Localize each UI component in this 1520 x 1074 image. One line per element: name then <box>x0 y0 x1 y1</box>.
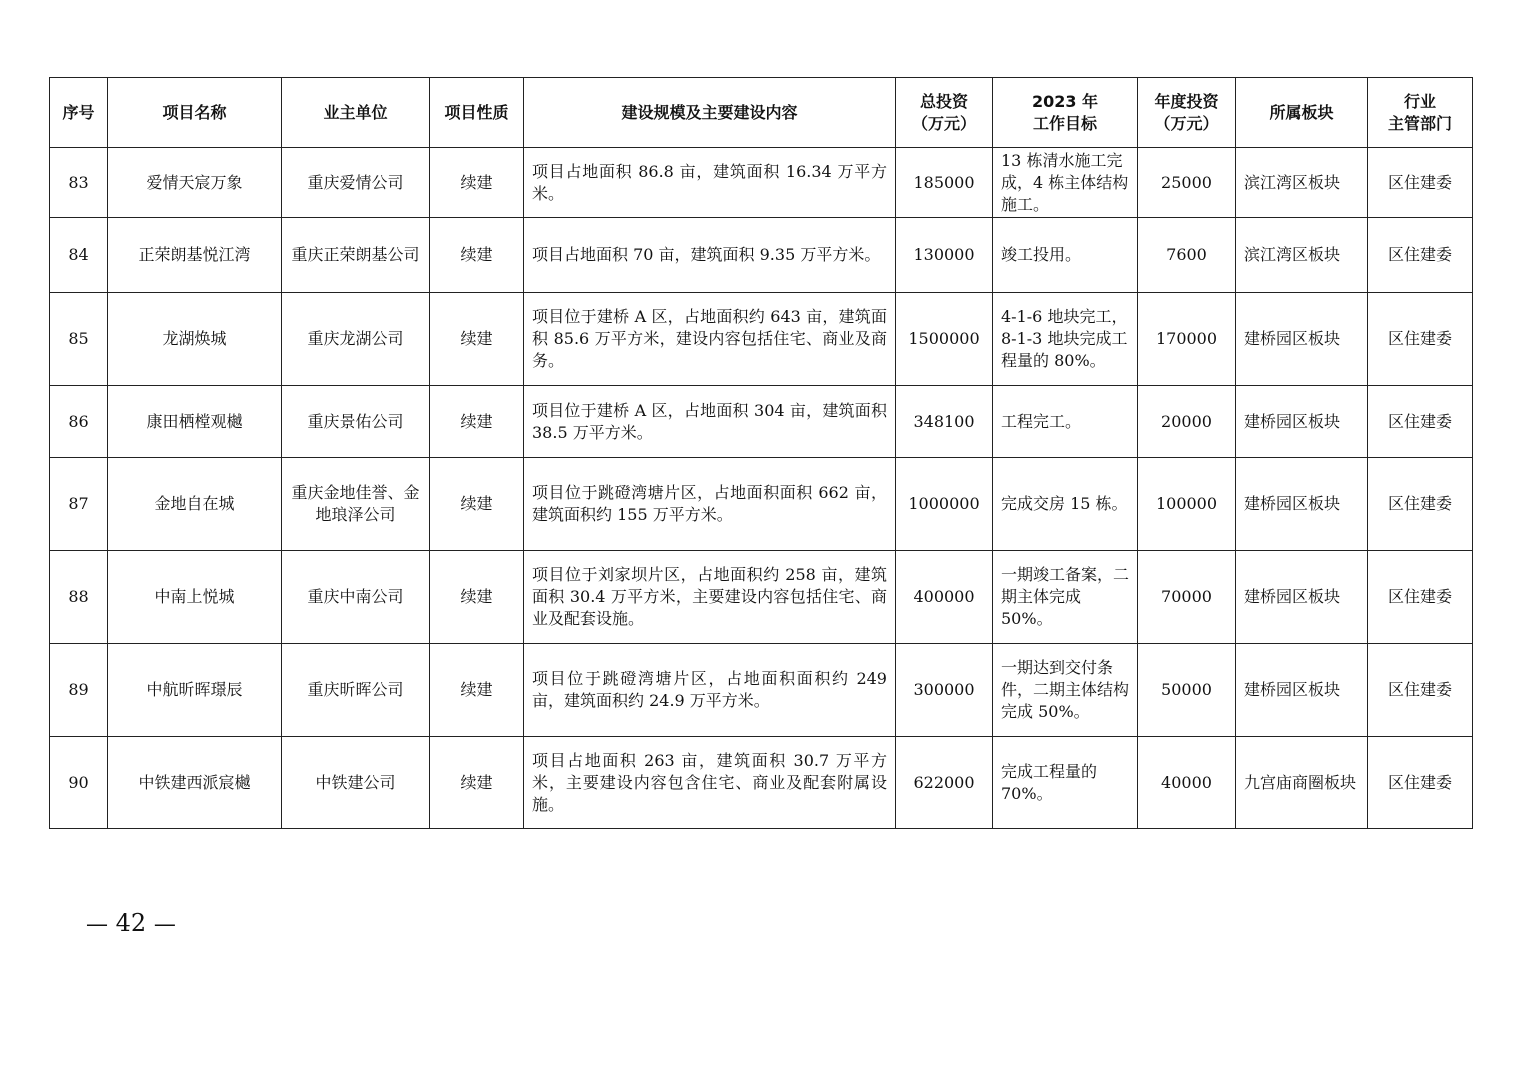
cell-annual: 70000 <box>1138 551 1236 644</box>
table-row <box>50 458 1473 551</box>
cell-annual: 25000 <box>1138 148 1236 218</box>
cell-sector: 九宫庙商圈板块 <box>1236 737 1368 829</box>
cell-dept: 区住建委 <box>1368 458 1473 551</box>
cell-total: 1500000 <box>896 293 993 386</box>
cell-owner: 重庆中南公司 <box>282 551 430 644</box>
cell-nature: 续建 <box>430 293 524 386</box>
cell-owner: 重庆正荣朗基公司 <box>282 218 430 293</box>
cell-name: 爱情天宸万象 <box>108 148 282 218</box>
cell-dept: 区住建委 <box>1368 737 1473 829</box>
table-row <box>50 218 1473 293</box>
cell-annual: 100000 <box>1138 458 1236 551</box>
cell-no: 90 <box>50 737 108 829</box>
cell-nature: 续建 <box>430 148 524 218</box>
cell-dept: 区住建委 <box>1368 293 1473 386</box>
cell-total: 130000 <box>896 218 993 293</box>
cell-name: 中铁建西派宸樾 <box>108 737 282 829</box>
cell-dept: 区住建委 <box>1368 218 1473 293</box>
cell-nature: 续建 <box>430 458 524 551</box>
cell-goal: 13 栋清水施工完成，4 栋主体结构施工。 <box>993 148 1138 218</box>
cell-no: 85 <box>50 293 108 386</box>
header-annual: 年度投资 （万元） <box>1138 78 1236 148</box>
cell-owner: 重庆昕晖公司 <box>282 644 430 737</box>
cell-annual: 170000 <box>1138 293 1236 386</box>
header-dept: 行业 主管部门 <box>1368 78 1473 148</box>
header-total: 总投资 （万元） <box>896 78 993 148</box>
header-name: 项目名称 <box>108 78 282 148</box>
page-number-value: 42 <box>115 909 147 937</box>
cell-annual: 20000 <box>1138 386 1236 458</box>
cell-nature: 续建 <box>430 386 524 458</box>
cell-scale: 项目位于建桥 A 区，占地面积约 643 亩，建筑面积 85.6 万平方米，建设内容包括住宅、商业及商务。 <box>524 293 896 386</box>
cell-goal: 一期达到交付条件，二期主体结构完成 50%。 <box>993 644 1138 737</box>
cell-dept: 区住建委 <box>1368 551 1473 644</box>
cell-name: 龙湖焕城 <box>108 293 282 386</box>
cell-no: 87 <box>50 458 108 551</box>
cell-goal: 工程完工。 <box>993 386 1138 458</box>
cell-scale: 项目位于跳磴湾塘片区，占地面积面积约 249 亩，建筑面积约 24.9 万平方米。 <box>524 644 896 737</box>
table-row <box>50 551 1473 644</box>
table-row <box>50 148 1473 218</box>
cell-owner: 重庆龙湖公司 <box>282 293 430 386</box>
cell-annual: 40000 <box>1138 737 1236 829</box>
cell-sector: 建桥园区板块 <box>1236 458 1368 551</box>
cell-no: 86 <box>50 386 108 458</box>
header-no: 序号 <box>50 78 108 148</box>
cell-goal: 4-1-6 地块完工，8-1-3 地块完成工程量的 80%。 <box>993 293 1138 386</box>
cell-dept: 区住建委 <box>1368 386 1473 458</box>
cell-scale: 项目占地面积 86.8 亩，建筑面积 16.34 万平方米。 <box>524 148 896 218</box>
cell-dept: 区住建委 <box>1368 644 1473 737</box>
cell-owner: 重庆景佑公司 <box>282 386 430 458</box>
table-body <box>50 148 1473 829</box>
header-goal: 2023 年 工作目标 <box>993 78 1138 148</box>
cell-name: 中航昕晖璟辰 <box>108 644 282 737</box>
cell-goal: 完成工程量的 70%。 <box>993 737 1138 829</box>
header-owner: 业主单位 <box>282 78 430 148</box>
cell-total: 348100 <box>896 386 993 458</box>
page-number <box>86 905 176 943</box>
header-scale: 建设规模及主要建设内容 <box>524 78 896 148</box>
cell-goal: 完成交房 15 栋。 <box>993 458 1138 551</box>
cell-no: 83 <box>50 148 108 218</box>
cell-total: 1000000 <box>896 458 993 551</box>
table-row <box>50 644 1473 737</box>
cell-goal: 一期竣工备案，二期主体完成 50%。 <box>993 551 1138 644</box>
cell-owner: 重庆金地佳誉、金地琅泽公司 <box>282 458 430 551</box>
page-number-dash-left: — <box>86 912 108 937</box>
cell-no: 89 <box>50 644 108 737</box>
cell-scale: 项目占地面积 263 亩，建筑面积 30.7 万平方米，主要建设内容包含住宅、商业及配套附属设施。 <box>524 737 896 829</box>
project-table <box>49 77 1473 829</box>
cell-nature: 续建 <box>430 551 524 644</box>
header-sector: 所属板块 <box>1236 78 1368 148</box>
cell-annual: 7600 <box>1138 218 1236 293</box>
cell-total: 622000 <box>896 737 993 829</box>
cell-scale: 项目位于跳磴湾塘片区，占地面积面积 662 亩，建筑面积约 155 万平方米。 <box>524 458 896 551</box>
cell-name: 康田栖樘观樾 <box>108 386 282 458</box>
cell-no: 88 <box>50 551 108 644</box>
cell-scale: 项目位于建桥 A 区，占地面积 304 亩，建筑面积 38.5 万平方米。 <box>524 386 896 458</box>
cell-owner: 中铁建公司 <box>282 737 430 829</box>
table-row <box>50 293 1473 386</box>
cell-no: 84 <box>50 218 108 293</box>
cell-dept: 区住建委 <box>1368 148 1473 218</box>
cell-sector: 滨江湾区板块 <box>1236 218 1368 293</box>
cell-total: 185000 <box>896 148 993 218</box>
table-header-row <box>50 78 1473 148</box>
cell-nature: 续建 <box>430 218 524 293</box>
cell-sector: 建桥园区板块 <box>1236 644 1368 737</box>
cell-name: 正荣朗基悦江湾 <box>108 218 282 293</box>
cell-sector: 滨江湾区板块 <box>1236 148 1368 218</box>
cell-name: 金地自在城 <box>108 458 282 551</box>
cell-sector: 建桥园区板块 <box>1236 293 1368 386</box>
cell-sector: 建桥园区板块 <box>1236 386 1368 458</box>
table-row <box>50 737 1473 829</box>
table-row <box>50 386 1473 458</box>
cell-annual: 50000 <box>1138 644 1236 737</box>
cell-sector: 建桥园区板块 <box>1236 551 1368 644</box>
cell-total: 400000 <box>896 551 993 644</box>
cell-scale: 项目占地面积 70 亩，建筑面积 9.35 万平方米。 <box>524 218 896 293</box>
cell-nature: 续建 <box>430 644 524 737</box>
cell-name: 中南上悦城 <box>108 551 282 644</box>
cell-owner: 重庆爱情公司 <box>282 148 430 218</box>
cell-nature: 续建 <box>430 737 524 829</box>
header-nature: 项目性质 <box>430 78 524 148</box>
cell-scale: 项目位于刘家坝片区，占地面积约 258 亩，建筑面积 30.4 万平方米，主要建设内容包括住宅、商业及配套设施。 <box>524 551 896 644</box>
cell-total: 300000 <box>896 644 993 737</box>
cell-goal: 竣工投用。 <box>993 218 1138 293</box>
page-number-dash-right: — <box>153 912 176 937</box>
